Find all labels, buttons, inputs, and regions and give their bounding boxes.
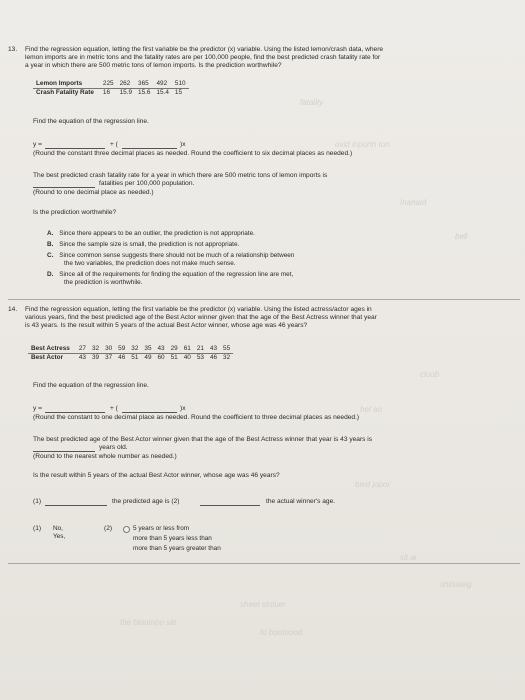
plus-label: + ( bbox=[110, 405, 118, 412]
option-text: Since the sample size is small, the prediction is not appropriate. bbox=[59, 241, 240, 248]
instruction-text: Find the equation of the regression line. bbox=[33, 118, 149, 125]
prediction-text: The best predicted crash fatality rate for a year in which there are 500 metric tons of lemon imports is bbox=[33, 172, 328, 179]
option-letter: A. bbox=[47, 230, 54, 237]
table-cell: 30 bbox=[102, 345, 115, 353]
divider bbox=[8, 299, 520, 300]
table-cell: 15 bbox=[174, 88, 183, 96]
bleed-text: Inanaid bbox=[400, 198, 427, 207]
choice-1-number: (1) bbox=[33, 525, 42, 532]
constant-input[interactable] bbox=[45, 412, 105, 413]
coefficient-input[interactable] bbox=[122, 148, 177, 149]
rounding-note: (Round to the nearest whole number as needed.) bbox=[33, 453, 177, 460]
table-cell: 32 bbox=[89, 345, 102, 353]
table-cell: 43 bbox=[78, 353, 86, 361]
table-cell: 492 bbox=[153, 80, 171, 88]
data-table bbox=[28, 345, 233, 361]
table-row bbox=[28, 353, 233, 361]
option-text-continued: the two variables, the prediction does not make much sense. bbox=[64, 260, 236, 267]
table-cell: 53 bbox=[196, 353, 204, 361]
prediction-text: fatalities per 100,000 population. bbox=[99, 180, 195, 187]
table-cell: 51 bbox=[131, 353, 139, 361]
table-cell: 29 bbox=[168, 345, 181, 353]
coefficient-input[interactable] bbox=[122, 412, 177, 413]
bleed-text: fatality bbox=[300, 98, 324, 107]
table-cell: 37 bbox=[105, 353, 113, 361]
table-cell: 15.9 bbox=[119, 88, 133, 96]
table-cell: 59 bbox=[115, 345, 128, 353]
blank-1-number: (1) bbox=[33, 498, 42, 505]
table-cell: 46 bbox=[209, 353, 218, 361]
bleed-text: the bloomoo sitr bbox=[120, 618, 177, 627]
x-label: )x bbox=[180, 141, 186, 148]
table-row-label: Best Actor bbox=[31, 353, 64, 361]
data-table bbox=[33, 80, 189, 96]
option-letter: C. bbox=[47, 252, 54, 259]
instruction-text: Find the equation of the regression line. bbox=[33, 382, 149, 389]
table-cell: 43 bbox=[155, 345, 168, 353]
option-c[interactable] bbox=[47, 252, 294, 260]
y-hat-label: y = bbox=[33, 405, 42, 412]
question-prompt: lemon imports are in metric tons and the fatality rates are per 100,000 people, find the best predicted crash fatality rate for bbox=[25, 54, 381, 61]
radio-button[interactable] bbox=[123, 526, 130, 533]
table-cell: 51 bbox=[170, 353, 178, 361]
choice-5-or-less[interactable]: 5 years or less from bbox=[133, 525, 190, 532]
bleed-text: sheet stoluer bbox=[240, 600, 286, 609]
constant-input[interactable] bbox=[45, 148, 105, 149]
table-cell: 21 bbox=[194, 345, 207, 353]
question-prompt: is 43 years. Is the result within 5 years of the actual Best Actor winner, whose age was 46 years? bbox=[25, 322, 308, 329]
table-cell: 46 bbox=[118, 353, 126, 361]
table-row-label: Lemon Imports bbox=[33, 80, 100, 88]
bleed-text: shirtawig bbox=[440, 580, 472, 589]
prediction-text: years old. bbox=[99, 444, 128, 451]
bleed-text: sit ai bbox=[400, 553, 417, 562]
rounding-note: (Round to one decimal place as needed.) bbox=[33, 189, 154, 196]
table-row bbox=[28, 345, 233, 353]
table-cell: 43 bbox=[207, 345, 220, 353]
table-cell: 61 bbox=[181, 345, 194, 353]
choice-no[interactable]: No, bbox=[53, 525, 63, 532]
table-cell: 225 bbox=[100, 80, 117, 88]
choice-more-than-greater[interactable]: more than 5 years greater than bbox=[133, 545, 221, 552]
prediction-input[interactable] bbox=[33, 187, 95, 188]
option-a[interactable] bbox=[47, 230, 255, 238]
bleed-text: to bootnood bbox=[260, 628, 303, 637]
y-hat-label: y = bbox=[33, 141, 42, 148]
prediction-text: The best predicted age of the Best Actor winner given that the age of the Best Actress winner that year is 43 years is bbox=[33, 436, 373, 443]
table-cell: 35 bbox=[141, 345, 154, 353]
sentence-text: the predicted age is (2) bbox=[112, 498, 180, 505]
question-text: Is the prediction worthwhile? bbox=[33, 209, 117, 216]
option-text-continued: the prediction is worthwhile. bbox=[64, 279, 143, 286]
option-letter: D. bbox=[47, 271, 54, 278]
question-text: Is the result within 5 years of the actual Best Actor winner, whose age was 46 years? bbox=[33, 472, 280, 479]
table-cell: 15.6 bbox=[138, 88, 151, 96]
question-prompt: Find the regression equation, letting the first variable be the predictor (x) variable. Using the listed lemon/crash data, where bbox=[25, 46, 384, 53]
option-text: Since all of the requirements for finding the equation of the regression line are met, bbox=[59, 271, 294, 278]
bleed-text: hel ao bbox=[360, 405, 382, 414]
bleed-text: bied jopor bbox=[355, 480, 391, 489]
blank-2-input[interactable] bbox=[200, 505, 260, 506]
blank-1-input[interactable] bbox=[45, 505, 107, 506]
table-row-label: Crash Fatality Rate bbox=[36, 88, 94, 96]
option-b[interactable] bbox=[47, 241, 239, 249]
bleed-text: bell bbox=[455, 232, 468, 241]
option-d[interactable] bbox=[47, 271, 293, 279]
option-text: Since there appears to be an outlier, the prediction is not appropriate. bbox=[59, 230, 255, 237]
question-number: 14. bbox=[8, 306, 18, 313]
table-cell: 365 bbox=[135, 80, 153, 88]
table-cell: 40 bbox=[183, 353, 191, 361]
question-prompt: various years, find the best predicted age of the Best Actor winner given that the age of the Best Actress winner that year bbox=[25, 314, 377, 321]
option-text: Since common sense suggests there should not be much of a relationship between bbox=[59, 252, 295, 259]
question-prompt: a year in which there are 500 metric tons of lemon imports. Is the prediction worthwhile? bbox=[25, 62, 282, 69]
table-cell: 55 bbox=[220, 345, 233, 353]
rounding-note: (Round the constant three decimal places as needed. Round the coefficient to six decimal places as needed.) bbox=[33, 150, 353, 157]
sentence-text: the actual winner's age. bbox=[266, 498, 336, 505]
table-cell: 15.4 bbox=[156, 88, 169, 96]
table-cell: 16 bbox=[102, 88, 110, 96]
bleed-text: cloob bbox=[420, 370, 440, 379]
table-cell: 32 bbox=[128, 345, 141, 353]
table-cell: 262 bbox=[117, 80, 135, 88]
table-row bbox=[33, 88, 189, 96]
table-row-label: Best Actress bbox=[28, 345, 76, 353]
bleed-text: ovid inportn ton bbox=[335, 140, 390, 149]
table-cell: 49 bbox=[144, 353, 152, 361]
plus-label: + ( bbox=[110, 141, 118, 148]
x-label: )x bbox=[180, 405, 186, 412]
table-cell: 510 bbox=[172, 80, 189, 88]
table-cell: 32 bbox=[223, 353, 231, 361]
divider bbox=[8, 563, 520, 564]
choice-more-than-less[interactable]: more than 5 years less than bbox=[133, 535, 212, 542]
table-row bbox=[33, 80, 189, 88]
rounding-note: (Round the constant to one decimal place as needed. Round the coefficient to three decimal places as needed.) bbox=[33, 414, 360, 421]
choice-yes[interactable]: Yes, bbox=[53, 533, 66, 540]
table-cell: 60 bbox=[157, 353, 165, 361]
choice-2-number: (2) bbox=[104, 525, 113, 532]
question-prompt: Find the regression equation, letting the first variable be the predictor (x) variable. Using the listed actress/actor ages in bbox=[25, 306, 372, 313]
table-cell: 39 bbox=[91, 353, 100, 361]
question-number: 13. bbox=[8, 46, 18, 53]
table-cell: 27 bbox=[76, 345, 89, 353]
prediction-input[interactable] bbox=[33, 451, 95, 452]
option-letter: B. bbox=[47, 241, 54, 248]
